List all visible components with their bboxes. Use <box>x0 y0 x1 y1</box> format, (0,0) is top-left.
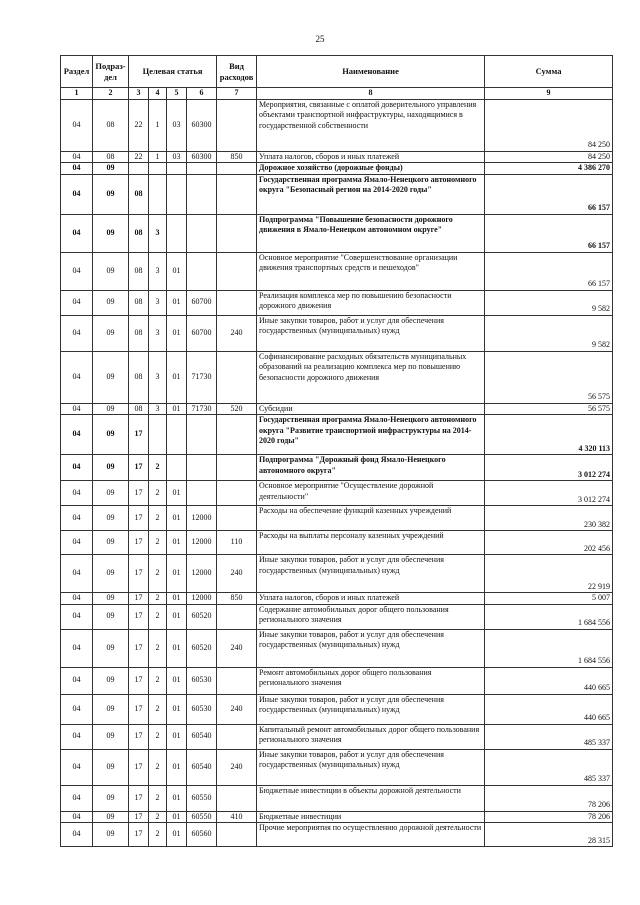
direction-cell: 60550 <box>187 811 217 823</box>
razdel-cell: 04 <box>61 481 93 506</box>
vid-cell <box>217 174 257 214</box>
razdel-cell: 04 <box>61 351 93 403</box>
podrazdel-cell: 09 <box>93 811 129 823</box>
name-cell: Содержание автомобильных дорог общего пользования регионального значения <box>257 604 485 629</box>
razdel-cell: 04 <box>61 252 93 290</box>
subprogram-cell: 2 <box>149 593 167 605</box>
name-cell: Капитальный ремонт автомобильных дорог общего пользования регионального значения <box>257 724 485 749</box>
direction-cell: 12000 <box>187 531 217 555</box>
name-cell: Государственная программа Ямало-Ненецкого автономного округа "Развитие транспортной инфраструктуры на 2014-2020 годы" <box>257 415 485 455</box>
page-number: 25 <box>315 34 325 44</box>
subprogram-cell: 3 <box>149 252 167 290</box>
subprogram-cell: 3 <box>149 214 167 252</box>
event-cell: 01 <box>167 315 187 351</box>
name-cell: Подпрограмма "Дорожный фонд Ямало-Ненецкого автономного округа" <box>257 455 485 481</box>
podrazdel-cell: 09 <box>93 214 129 252</box>
name-cell: Субсидии <box>257 403 485 415</box>
column-number-row <box>61 88 613 100</box>
vid-cell <box>217 604 257 629</box>
name-cell: Уплата налогов, сборов и иных платежей <box>257 593 485 605</box>
sum-cell: 28 315 <box>485 823 613 847</box>
program-cell: 17 <box>129 481 149 506</box>
name-cell: Уплата налогов, сборов и иных платежей <box>257 151 485 163</box>
direction-cell: 12000 <box>187 506 217 531</box>
table-row <box>61 351 613 403</box>
event-cell <box>167 174 187 214</box>
direction-cell: 60700 <box>187 315 217 351</box>
name-cell: Иные закупки товаров, работ и услуг для обеспечения государственных (муниципальных) нужд <box>257 749 485 785</box>
subprogram-cell: 3 <box>149 351 167 403</box>
sum-cell: 66 157 <box>485 252 613 290</box>
vid-cell <box>217 481 257 506</box>
subprogram-cell: 2 <box>149 555 167 593</box>
direction-cell: 12000 <box>187 593 217 605</box>
sum-cell: 440 665 <box>485 667 613 694</box>
vid-cell: 110 <box>217 531 257 555</box>
event-cell: 01 <box>167 351 187 403</box>
razdel-cell: 04 <box>61 174 93 214</box>
event-cell: 01 <box>167 403 187 415</box>
table-row <box>61 749 613 785</box>
event-cell: 03 <box>167 151 187 163</box>
direction-cell: 60540 <box>187 749 217 785</box>
direction-cell: 60530 <box>187 694 217 724</box>
direction-cell <box>187 481 217 506</box>
table-row <box>61 785 613 811</box>
sum-cell: 485 337 <box>485 724 613 749</box>
subprogram-cell: 2 <box>149 785 167 811</box>
event-cell: 01 <box>167 290 187 315</box>
direction-cell: 60560 <box>187 823 217 847</box>
event-cell: 01 <box>167 694 187 724</box>
razdel-cell: 04 <box>61 403 93 415</box>
direction-cell: 60300 <box>187 151 217 163</box>
table-row <box>61 694 613 724</box>
col-number: 4 <box>149 88 167 100</box>
header-sum: Сумма <box>485 56 613 88</box>
sum-cell: 56 575 <box>485 351 613 403</box>
direction-cell: 60520 <box>187 604 217 629</box>
podrazdel-cell: 09 <box>93 667 129 694</box>
program-cell: 17 <box>129 724 149 749</box>
podrazdel-cell: 09 <box>93 252 129 290</box>
sum-cell: 3 012 274 <box>485 455 613 481</box>
table-row <box>61 99 613 151</box>
table-row <box>61 604 613 629</box>
table-row <box>61 455 613 481</box>
podrazdel-cell: 09 <box>93 481 129 506</box>
name-cell: Расходы на выплаты персоналу казенных учреждений <box>257 531 485 555</box>
sum-cell: 66 157 <box>485 214 613 252</box>
event-cell: 01 <box>167 604 187 629</box>
razdel-cell: 04 <box>61 315 93 351</box>
program-cell: 17 <box>129 593 149 605</box>
vid-cell <box>217 163 257 175</box>
razdel-cell: 04 <box>61 506 93 531</box>
vid-cell <box>217 290 257 315</box>
podrazdel-cell: 09 <box>93 351 129 403</box>
event-cell: 01 <box>167 506 187 531</box>
vid-cell <box>217 415 257 455</box>
program-cell: 17 <box>129 629 149 667</box>
program-cell: 22 <box>129 99 149 151</box>
vid-cell: 520 <box>217 403 257 415</box>
table-row <box>61 811 613 823</box>
vid-cell <box>217 506 257 531</box>
event-cell: 01 <box>167 724 187 749</box>
sum-cell: 230 382 <box>485 506 613 531</box>
event-cell: 01 <box>167 667 187 694</box>
razdel-cell: 04 <box>61 749 93 785</box>
sum-cell: 9 582 <box>485 315 613 351</box>
direction-cell <box>187 252 217 290</box>
program-cell: 17 <box>129 694 149 724</box>
razdel-cell: 04 <box>61 455 93 481</box>
col-number: 6 <box>187 88 217 100</box>
direction-cell: 60520 <box>187 629 217 667</box>
direction-cell: 60540 <box>187 724 217 749</box>
name-cell: Государственная программа Ямало-Ненецкого автономного округа "Безопасный регион на 2014-2020 годы" <box>257 174 485 214</box>
direction-cell: 60700 <box>187 290 217 315</box>
direction-cell <box>187 163 217 175</box>
razdel-cell: 04 <box>61 823 93 847</box>
vid-cell <box>217 724 257 749</box>
sum-cell: 4 320 113 <box>485 415 613 455</box>
direction-cell: 71730 <box>187 403 217 415</box>
table-row <box>61 415 613 455</box>
podrazdel-cell: 09 <box>93 604 129 629</box>
vid-cell: 240 <box>217 555 257 593</box>
name-cell: Подпрограмма "Повышение безопасности дорожного движения в Ямало-Ненецком автономном округе" <box>257 214 485 252</box>
razdel-cell: 04 <box>61 604 93 629</box>
table-row <box>61 163 613 175</box>
program-cell: 17 <box>129 785 149 811</box>
table-row <box>61 252 613 290</box>
podrazdel-cell: 09 <box>93 290 129 315</box>
event-cell: 01 <box>167 749 187 785</box>
sum-cell: 9 582 <box>485 290 613 315</box>
subprogram-cell: 2 <box>149 749 167 785</box>
col-number: 7 <box>217 88 257 100</box>
event-cell: 01 <box>167 785 187 811</box>
podrazdel-cell: 09 <box>93 629 129 667</box>
vid-cell: 850 <box>217 593 257 605</box>
razdel-cell: 04 <box>61 593 93 605</box>
razdel-cell: 04 <box>61 290 93 315</box>
podrazdel-cell: 09 <box>93 823 129 847</box>
event-cell <box>167 415 187 455</box>
table-row <box>61 315 613 351</box>
table-row <box>61 555 613 593</box>
podrazdel-cell: 09 <box>93 555 129 593</box>
razdel-cell: 04 <box>61 214 93 252</box>
col-number: 9 <box>485 88 613 100</box>
header-row <box>61 56 613 88</box>
sum-cell: 78 206 <box>485 785 613 811</box>
direction-cell <box>187 415 217 455</box>
table-row <box>61 214 613 252</box>
podrazdel-cell: 09 <box>93 694 129 724</box>
subprogram-cell: 2 <box>149 724 167 749</box>
subprogram-cell: 2 <box>149 481 167 506</box>
podrazdel-cell: 09 <box>93 315 129 351</box>
event-cell <box>167 163 187 175</box>
vid-cell <box>217 785 257 811</box>
vid-cell <box>217 351 257 403</box>
name-cell: Дорожное хозяйство (дорожные фонды) <box>257 163 485 175</box>
direction-cell: 60530 <box>187 667 217 694</box>
vid-cell: 240 <box>217 315 257 351</box>
podrazdel-cell: 09 <box>93 724 129 749</box>
sum-cell: 22 919 <box>485 555 613 593</box>
vid-cell: 410 <box>217 811 257 823</box>
col-number: 5 <box>167 88 187 100</box>
razdel-cell: 04 <box>61 629 93 667</box>
program-cell: 17 <box>129 555 149 593</box>
podrazdel-cell: 08 <box>93 99 129 151</box>
program-cell: 17 <box>129 604 149 629</box>
program-cell: 22 <box>129 151 149 163</box>
subprogram-cell <box>149 174 167 214</box>
program-cell: 17 <box>129 455 149 481</box>
razdel-cell: 04 <box>61 163 93 175</box>
table-row <box>61 629 613 667</box>
header-razdel: Раздел <box>61 56 93 88</box>
name-cell: Прочие мероприятия по осуществлению дорожной деятельности <box>257 823 485 847</box>
razdel-cell: 04 <box>61 694 93 724</box>
name-cell: Основное мероприятие "Совершенствование организации движения транспортных средств и пешеходов" <box>257 252 485 290</box>
razdel-cell: 04 <box>61 555 93 593</box>
program-cell: 08 <box>129 403 149 415</box>
table-row <box>61 823 613 847</box>
table-row <box>61 481 613 506</box>
vid-cell <box>217 252 257 290</box>
subprogram-cell: 2 <box>149 506 167 531</box>
program-cell <box>129 163 149 175</box>
event-cell: 01 <box>167 531 187 555</box>
event-cell: 01 <box>167 252 187 290</box>
program-cell: 08 <box>129 174 149 214</box>
header-podrazdel: Подраз-дел <box>93 56 129 88</box>
table-body <box>61 99 613 847</box>
vid-cell: 850 <box>217 151 257 163</box>
table-row <box>61 174 613 214</box>
program-cell: 17 <box>129 749 149 785</box>
name-cell: Иные закупки товаров, работ и услуг для обеспечения государственных (муниципальных) нужд <box>257 315 485 351</box>
table-row <box>61 506 613 531</box>
sum-cell: 84 250 <box>485 99 613 151</box>
table-row <box>61 531 613 555</box>
table-row <box>61 593 613 605</box>
podrazdel-cell: 09 <box>93 506 129 531</box>
podrazdel-cell: 09 <box>93 163 129 175</box>
vid-cell: 240 <box>217 629 257 667</box>
vid-cell <box>217 455 257 481</box>
subprogram-cell: 2 <box>149 667 167 694</box>
podrazdel-cell: 09 <box>93 415 129 455</box>
header-target: Целевая статья <box>129 56 217 88</box>
subprogram-cell <box>149 163 167 175</box>
direction-cell: 60550 <box>187 785 217 811</box>
subprogram-cell: 3 <box>149 403 167 415</box>
name-cell: Ремонт автомобильных дорог общего пользования регионального значения <box>257 667 485 694</box>
direction-cell: 71730 <box>187 351 217 403</box>
program-cell: 08 <box>129 315 149 351</box>
sum-cell: 5 007 <box>485 593 613 605</box>
sum-cell: 1 684 556 <box>485 604 613 629</box>
program-cell: 08 <box>129 290 149 315</box>
program-cell: 17 <box>129 811 149 823</box>
subprogram-cell: 2 <box>149 694 167 724</box>
razdel-cell: 04 <box>61 531 93 555</box>
razdel-cell: 04 <box>61 151 93 163</box>
subprogram-cell: 2 <box>149 455 167 481</box>
sum-cell: 202 456 <box>485 531 613 555</box>
podrazdel-cell: 09 <box>93 785 129 811</box>
name-cell: Реализация комплекса мер по повышению безопасности дорожного движения <box>257 290 485 315</box>
name-cell: Софинансирование расходных обязательств муниципальных образований на реализацию комплекса мер по повышению безопасности дорожного движения <box>257 351 485 403</box>
subprogram-cell: 3 <box>149 315 167 351</box>
razdel-cell: 04 <box>61 99 93 151</box>
table-row <box>61 290 613 315</box>
event-cell: 01 <box>167 555 187 593</box>
vid-cell <box>217 823 257 847</box>
podrazdel-cell: 09 <box>93 455 129 481</box>
name-cell: Основное мероприятие "Осуществление дорожной деятельности" <box>257 481 485 506</box>
razdel-cell: 04 <box>61 724 93 749</box>
direction-cell <box>187 174 217 214</box>
subprogram-cell: 1 <box>149 99 167 151</box>
program-cell: 08 <box>129 214 149 252</box>
name-cell: Мероприятия, связанные с оплатой доверительного управления объектами транспортной инфраструктуры, находящимися в государственной собственности <box>257 99 485 151</box>
table-row <box>61 151 613 163</box>
sum-cell: 56 575 <box>485 403 613 415</box>
col-number: 3 <box>129 88 149 100</box>
subprogram-cell: 2 <box>149 531 167 555</box>
event-cell: 03 <box>167 99 187 151</box>
program-cell: 08 <box>129 252 149 290</box>
sum-cell: 66 157 <box>485 174 613 214</box>
podrazdel-cell: 09 <box>93 403 129 415</box>
direction-cell <box>187 455 217 481</box>
subprogram-cell <box>149 415 167 455</box>
program-cell: 17 <box>129 531 149 555</box>
name-cell: Расходы на обеспечение функций казенных учреждений <box>257 506 485 531</box>
razdel-cell: 04 <box>61 785 93 811</box>
name-cell: Бюджетные инвестиции <box>257 811 485 823</box>
event-cell: 01 <box>167 811 187 823</box>
subprogram-cell: 1 <box>149 151 167 163</box>
sum-cell: 440 665 <box>485 694 613 724</box>
event-cell: 01 <box>167 823 187 847</box>
sum-cell: 78 206 <box>485 811 613 823</box>
table-row <box>61 403 613 415</box>
subprogram-cell: 2 <box>149 604 167 629</box>
header-vid: Вид расходов <box>217 56 257 88</box>
event-cell: 01 <box>167 593 187 605</box>
vid-cell <box>217 214 257 252</box>
program-cell: 17 <box>129 415 149 455</box>
sum-cell: 1 684 556 <box>485 629 613 667</box>
subprogram-cell: 2 <box>149 629 167 667</box>
event-cell <box>167 455 187 481</box>
col-number: 2 <box>93 88 129 100</box>
name-cell: Бюджетные инвестиции в объекты дорожной деятельности <box>257 785 485 811</box>
sum-cell: 485 337 <box>485 749 613 785</box>
subprogram-cell: 2 <box>149 811 167 823</box>
header-name: Наименование <box>257 56 485 88</box>
event-cell: 01 <box>167 629 187 667</box>
podrazdel-cell: 08 <box>93 151 129 163</box>
podrazdel-cell: 09 <box>93 749 129 785</box>
table-row <box>61 724 613 749</box>
budget-table <box>60 55 613 847</box>
subprogram-cell: 2 <box>149 823 167 847</box>
col-number: 8 <box>257 88 485 100</box>
name-cell: Иные закупки товаров, работ и услуг для обеспечения государственных (муниципальных) нужд <box>257 555 485 593</box>
name-cell: Иные закупки товаров, работ и услуг для обеспечения государственных (муниципальных) нужд <box>257 629 485 667</box>
razdel-cell: 04 <box>61 811 93 823</box>
razdel-cell: 04 <box>61 415 93 455</box>
podrazdel-cell: 09 <box>93 531 129 555</box>
sum-cell: 4 386 270 <box>485 163 613 175</box>
vid-cell: 240 <box>217 694 257 724</box>
vid-cell <box>217 667 257 694</box>
event-cell <box>167 214 187 252</box>
event-cell: 01 <box>167 481 187 506</box>
program-cell: 08 <box>129 351 149 403</box>
col-number: 1 <box>61 88 93 100</box>
sum-cell: 84 250 <box>485 151 613 163</box>
program-cell: 17 <box>129 506 149 531</box>
sum-cell: 3 012 274 <box>485 481 613 506</box>
vid-cell <box>217 99 257 151</box>
podrazdel-cell: 09 <box>93 174 129 214</box>
vid-cell: 240 <box>217 749 257 785</box>
direction-cell: 60300 <box>187 99 217 151</box>
direction-cell: 12000 <box>187 555 217 593</box>
razdel-cell: 04 <box>61 667 93 694</box>
name-cell: Иные закупки товаров, работ и услуг для обеспечения государственных (муниципальных) нужд <box>257 694 485 724</box>
subprogram-cell: 3 <box>149 290 167 315</box>
program-cell: 17 <box>129 667 149 694</box>
direction-cell <box>187 214 217 252</box>
program-cell: 17 <box>129 823 149 847</box>
table-row <box>61 667 613 694</box>
podrazdel-cell: 09 <box>93 593 129 605</box>
